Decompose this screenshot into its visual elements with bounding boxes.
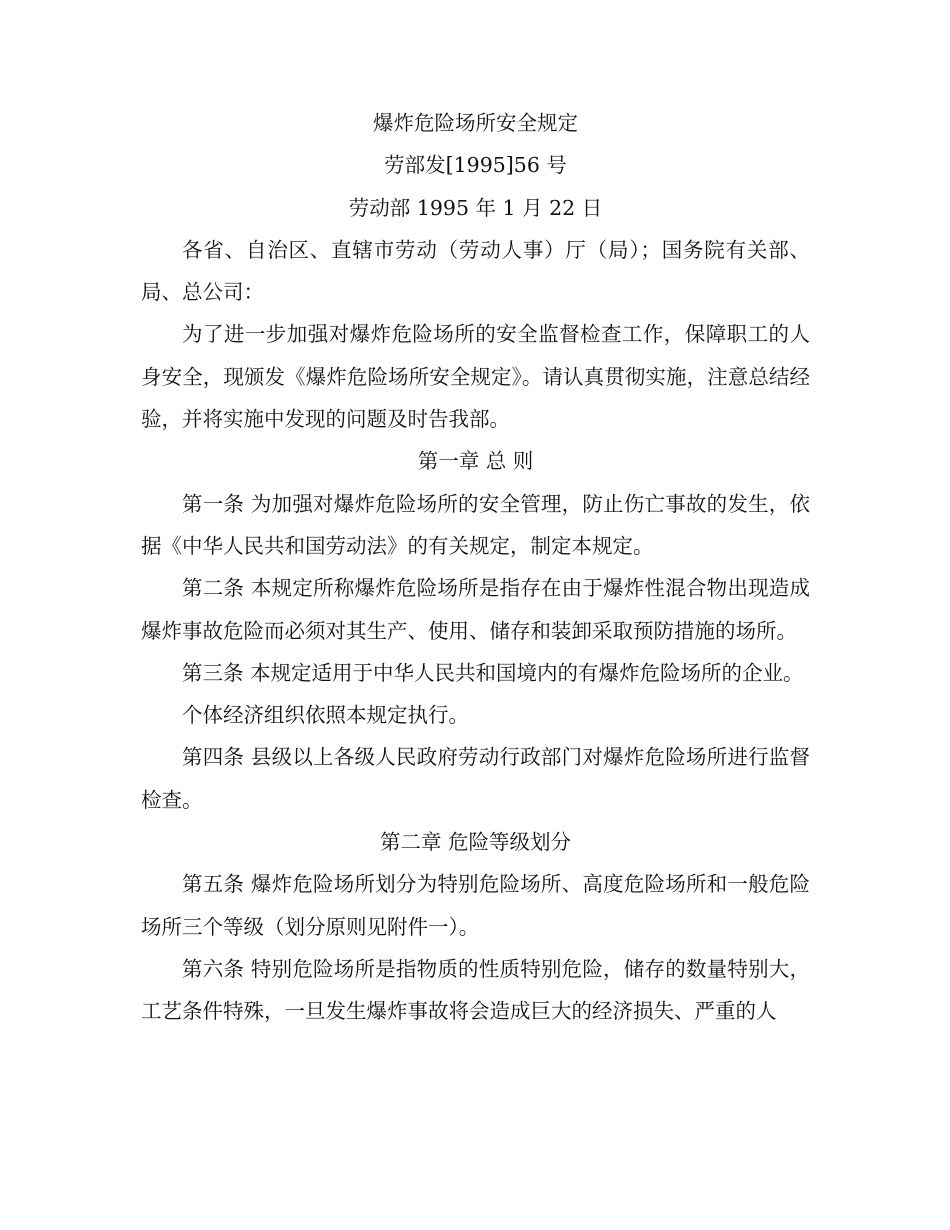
article-2: 第二条 本规定所称爆炸危险场所是指存在由于爆炸性混合物出现造成爆炸事故危险而必须对其生产、使用、储存和装卸采取预防措施的场所。 xyxy=(141,576,810,643)
article-3-extra: 个体经济组织依照本规定执行。 xyxy=(182,703,469,728)
document-title: 爆炸危险场所安全规定 xyxy=(373,111,578,135)
addressee-paragraph: 各省、自治区、直辖市劳动（劳动人事）厅（局）；国务院有关部、局、总公司： xyxy=(141,237,810,305)
article-1: 第一条 为加强对爆炸危险场所的安全管理，防止伤亡事故的发生，依据《中华人民共和国劳动法》的有关规定，制定本规定。 xyxy=(141,491,810,558)
chapter-heading-2: 第二章 危险等级划分 xyxy=(379,830,572,855)
article-5: 第五条 爆炸危险场所划分为特别危险场所、高度危险场所和一般危险场所三个等级（划分原则见附件一）。 xyxy=(141,872,810,939)
issuer-date: 劳动部 1995 年 1 月 22 日 xyxy=(348,195,603,220)
chapter-heading-1: 第一章 总 则 xyxy=(417,449,534,474)
document-number: 劳部发[1995]56 号 xyxy=(384,153,567,178)
article-6: 第六条 特别危险场所是指物质的性质特别危险，储存的数量特别大，工艺条件特殊，一旦发生爆炸事故将会造成巨大的经济损失、严重的人 xyxy=(141,956,810,1024)
article-3: 第三条 本规定适用于中华人民共和国境内的有爆炸危险场所的企业。 xyxy=(182,660,804,685)
document-page xyxy=(141,102,810,1033)
intro-paragraph: 为了进一步加强对爆炸危险场所的安全监督检查工作，保障职工的人身安全，现颁发《爆炸危险场所安全规定》。请认真贯彻实施，注意总结经验，并将实施中发现的问题及时告我部。 xyxy=(141,322,810,432)
article-4: 第四条 县级以上各级人民政府劳动行政部门对爆炸危险场所进行监督检查。 xyxy=(141,745,810,812)
